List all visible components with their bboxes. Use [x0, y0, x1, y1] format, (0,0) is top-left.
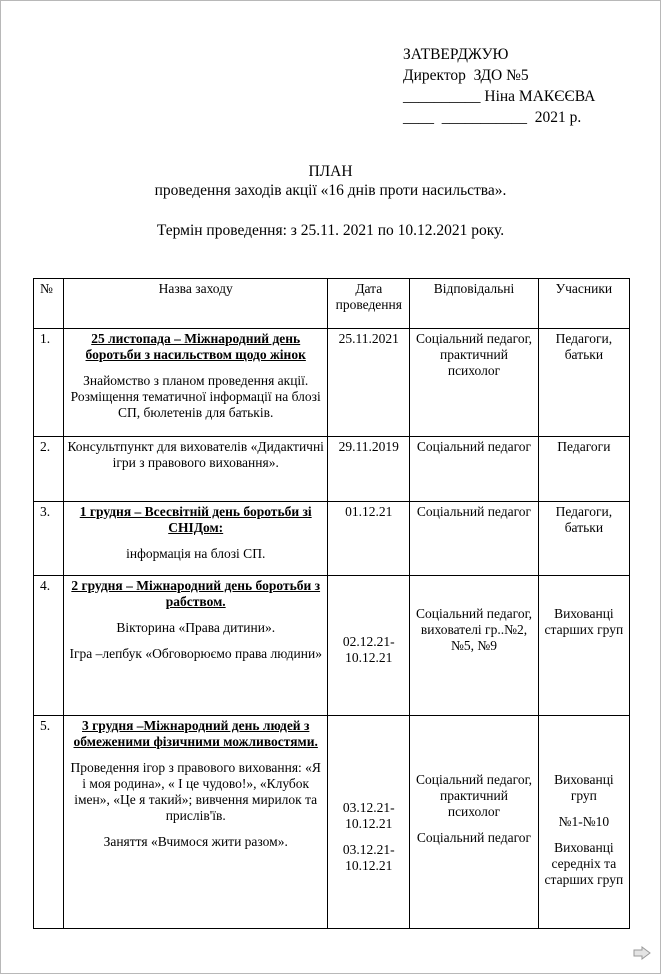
date-cell: 01.12.21: [328, 502, 410, 576]
event-text: Знайомство з планом проведення акції. Розміщення тематичної інформації на блозі СП, бюлетенів для батьків.: [70, 373, 321, 420]
responsible-cell: Соціальний педагог, практичний психолог: [410, 329, 539, 437]
event-cell: [64, 502, 328, 576]
header-num: №: [34, 279, 64, 329]
plan-subtitle: проведення заходів акції «16 днів проти насильства».: [154, 182, 507, 199]
responsible-cell: Соціальний педагог: [410, 502, 539, 576]
row-num: 2.: [34, 437, 64, 502]
participants-cell: [538, 716, 629, 929]
participants-cell: Педагоги, батьки: [538, 329, 629, 437]
event-heading: 25 листопада – Міжнародний день боротьби з насильством щодо жінок: [85, 331, 306, 362]
event-text: Проведення ігор з правового виховання: «Я і моя родина», « І це чудово!», «Клубок імен», «Це я такий»; вивчення мирилок та прислів'їв.: [70, 760, 321, 823]
plan-term: Термін проведення: з 25.11. 2021 по 10.12.2021 року.: [156, 222, 505, 239]
event-cell: [64, 576, 328, 716]
event-text: інформація на блозі СП.: [126, 546, 266, 561]
approval-line-3: __________ Ніна МАКЄЄВА: [403, 88, 596, 105]
date-range-2: 03.12.21-10.12.21: [342, 842, 395, 873]
event-text: Ігра –лепбук «Обговорюємо права людини»: [69, 646, 322, 661]
event-cell: [64, 329, 328, 437]
table-row: [34, 329, 630, 437]
responsible-cell: [410, 716, 539, 929]
approval-line-4: ____ ___________ 2021 р.: [403, 109, 582, 126]
date-cell: 29.11.2019: [328, 437, 410, 502]
row-num: 3.: [34, 502, 64, 576]
plan-title: ПЛАН: [308, 163, 353, 180]
event-heading: 2 грудня – Міжнародний день боротьби з рабством.: [71, 578, 321, 609]
row-num: 4.: [34, 576, 64, 716]
table-header-row: [34, 279, 630, 329]
approval-line-2: Директор ЗДО №5: [403, 67, 529, 84]
date-range-1: 03.12.21-10.12.21: [342, 800, 395, 831]
responsible-cell: Соціальний педагог, вихователі гр..№2, №5, №9: [410, 576, 539, 716]
event-text: Заняття «Вчимося жити разом».: [103, 834, 288, 849]
table-row: [34, 502, 630, 576]
header-name: Назва заходу: [64, 279, 328, 329]
participants-2: Вихованці середніх та старших груп: [544, 840, 624, 887]
header-responsible: Відповідальні: [410, 279, 539, 329]
table-row: [34, 437, 630, 502]
participants-cell: Педагоги: [538, 437, 629, 502]
participants-1: Вихованці груп: [554, 772, 614, 803]
participants-range: №1-№10: [558, 814, 610, 829]
table-row: [34, 576, 630, 716]
header-participants: Учасники: [538, 279, 629, 329]
responsible-cell: Соціальний педагог: [410, 437, 539, 502]
event-text: Вікторина «Права дитини».: [116, 620, 276, 635]
responsible-1: Соціальний педагог, практичний психолог: [415, 772, 532, 819]
event-cell: [64, 716, 328, 929]
approval-line-1: ЗАТВЕРДЖУЮ: [403, 46, 509, 63]
participants-cell: Вихованці старших груп: [538, 576, 629, 716]
date-cell: 02.12.21-10.12.21: [328, 576, 410, 716]
event-cell: Консультпункт для вихователів «Дидактичні ігри з правового виховання».: [64, 437, 328, 502]
responsible-2: Соціальний педагог: [416, 830, 532, 845]
row-num: 5.: [34, 716, 64, 929]
event-heading: 3 грудня –Міжнародний день людей з обмеженими фізичними можливостями.: [73, 718, 318, 749]
arrow-right-icon[interactable]: [633, 946, 651, 960]
plan-table: [33, 278, 630, 929]
approval-block: [403, 44, 595, 128]
date-cell: 25.11.2021: [328, 329, 410, 437]
event-heading: 1 грудня – Всесвітній день боротьби зі СНІДом:: [79, 504, 312, 535]
table-row: [34, 716, 630, 929]
header-date: Дата проведення: [328, 279, 410, 329]
participants-cell: Педагоги, батьки: [538, 502, 629, 576]
date-cell: [328, 716, 410, 929]
row-num: 1.: [34, 329, 64, 437]
